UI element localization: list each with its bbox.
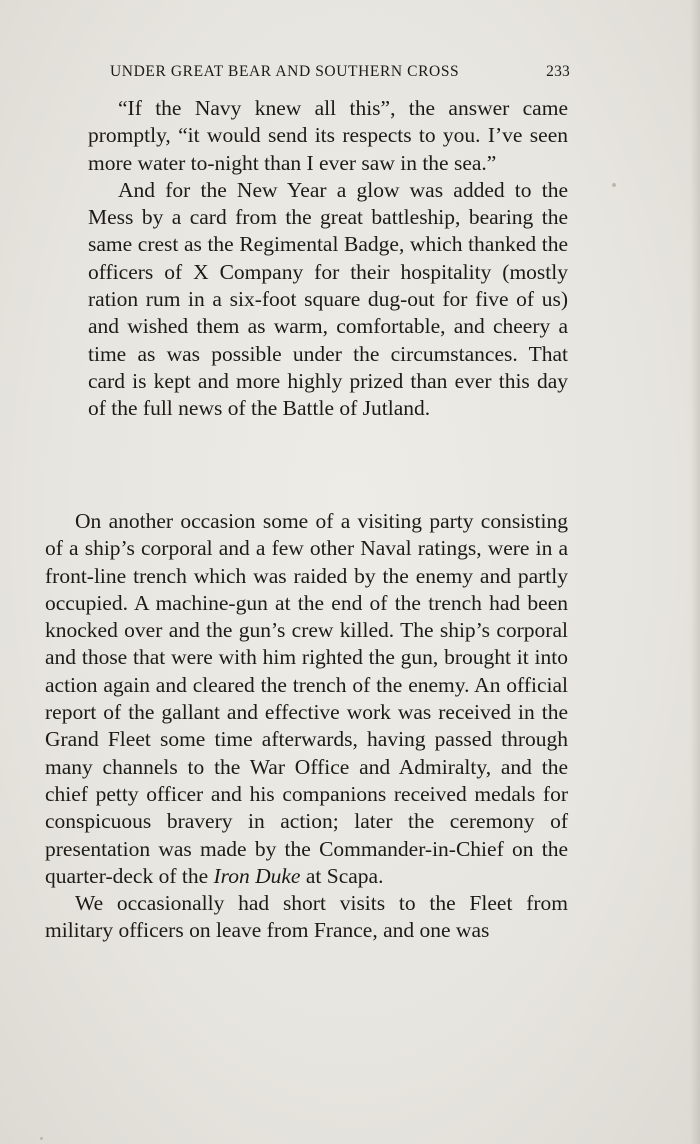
page-number: 233 <box>546 63 570 80</box>
trench-raid-text: On another occasion some of a visiting party consisting of a ship’s corporal and a few other Naval ratings, were in a front-line trench which was raided by the enemy and partly occupied. A machine-gun at the end of the trench had been knocked over and the gun’s crew killed. The ship’s corporal and those that were with him righted the gun, brought it into action again and cleared the trench of the enemy. An official report of the gallant and effective work was received in the Grand Fleet some time afterwards, having passed through many channels to the War Office and Admiralty, and the chief petty officer and his companions received medals for conspicuous bravery in action; later the ceremony of presentation was made by the Commander-in-Chief on the quarter-deck of the <box>45 509 568 888</box>
paragraph-military-visits: We occasionally had short visits to the Fleet from military officers on leave from France, and one was <box>45 891 568 943</box>
paper-speck <box>40 1137 43 1140</box>
paragraph-new-year-card: And for the New Year a glow was added to the Mess by a card from the great battleship, bearing the same crest as the Regimental Badge, which thanked the officers of X Company for their hospitality (mostly ration rum in a six-foot square dug-out for five of us) and wished them as warm, comfortable, and cheery a time as was possible under the circumstances. That card is kept and more highly prized than ever this day of the full news of the Battle of Jutland. <box>88 177 568 421</box>
running-header <box>110 63 570 85</box>
running-title: UNDER GREAT BEAR AND SOUTHERN CROSS <box>110 63 460 80</box>
page-edge-shadow <box>690 0 700 1144</box>
paragraph-trench-raid <box>45 508 568 890</box>
trench-raid-ending: at Scapa. <box>300 863 384 888</box>
paragraph-navy-answer: “If the Navy knew all this”, the answer came promptly, “it would send its respects to you. I’ve seen more water to-night than I ever saw in the sea.” <box>88 96 568 175</box>
paper-speck <box>612 183 616 187</box>
ship-name: Iron Duke <box>213 863 301 888</box>
quoted-passage <box>88 95 568 423</box>
main-passage <box>45 508 568 945</box>
